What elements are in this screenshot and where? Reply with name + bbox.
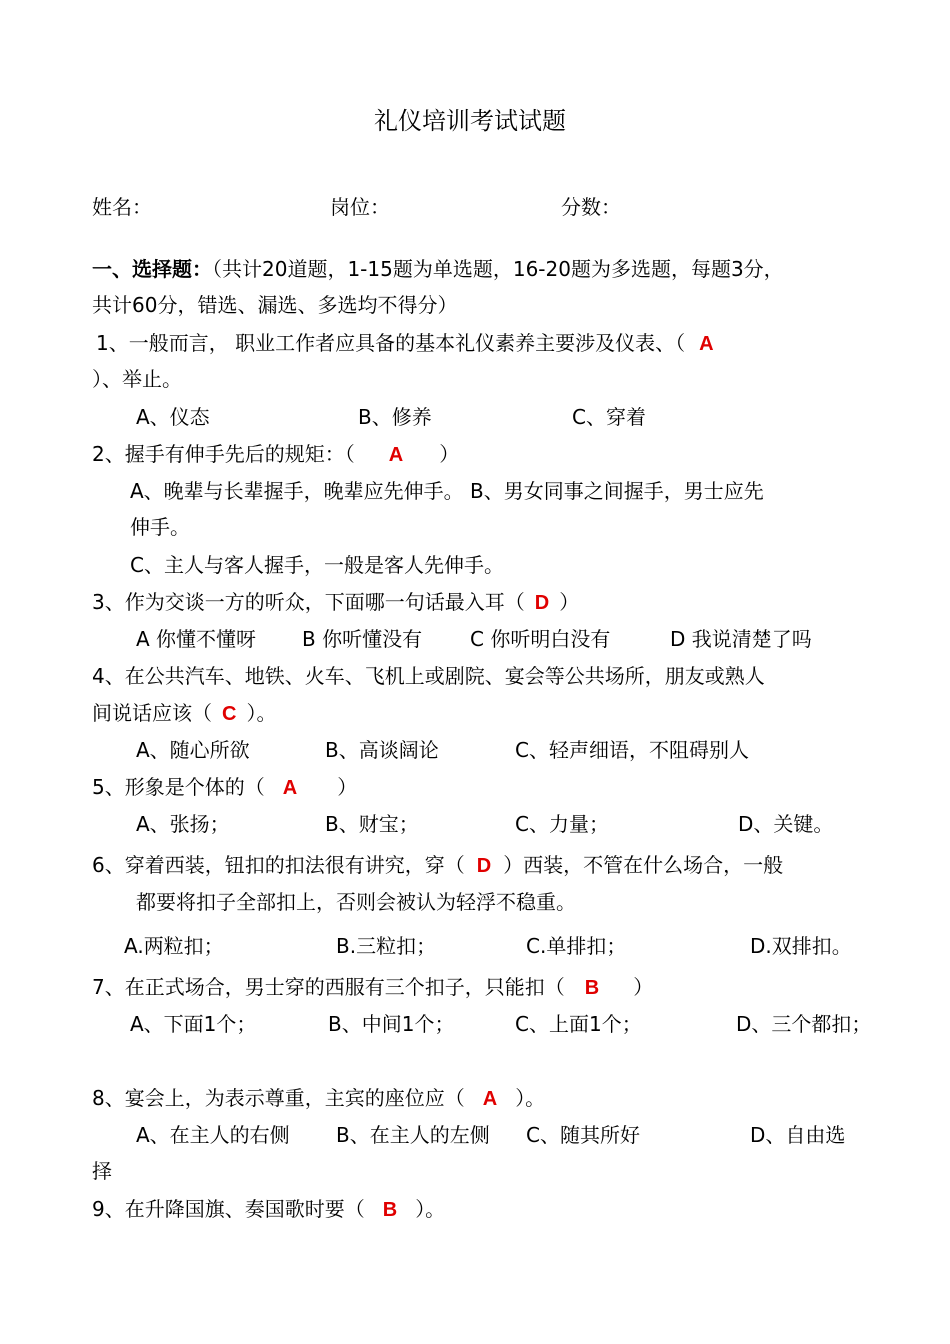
option-b: B、修养	[358, 405, 432, 429]
question-3	[92, 589, 579, 616]
question-6-cont: 都要将扣子全部扣上，否则会被认为轻浮不稳重。	[136, 890, 576, 914]
option-c: C、穿着	[572, 405, 646, 429]
section-desc-line2: 共计60分，错选、漏选、多选均不得分）	[92, 293, 458, 317]
option-a: A、在主人的右侧	[136, 1123, 290, 1147]
answer-mark: B	[584, 977, 600, 999]
name-label: 姓名：	[92, 195, 152, 219]
option-c: C、轻声细语，不阻碍别人	[515, 738, 749, 762]
option-c: C、主人与客人握手，一般是客人先伸手。	[130, 553, 504, 577]
option-c: C、随其所好	[526, 1123, 640, 1147]
question-text: 7、在正式场合，男士穿的西服有三个扣子，只能扣（	[92, 975, 565, 999]
question-7	[92, 974, 653, 1001]
question-text: 2、握手有伸手先后的规矩：（	[92, 442, 355, 466]
question-5	[92, 774, 357, 801]
question-text-end: ）	[633, 975, 654, 999]
option-c: C、力量；	[515, 812, 609, 836]
question-8	[92, 1085, 545, 1112]
option-a: A.两粒扣；	[124, 934, 224, 958]
question-text: 1、一般而言， 职业工作者应具备的基本礼仪素养主要涉及仪表、（	[96, 331, 686, 355]
option-b: B、在主人的左侧	[336, 1123, 490, 1147]
question-text: 3、作为交谈一方的听众，下面哪一句话最入耳（	[92, 590, 525, 614]
question-text-end: ）。	[415, 1197, 446, 1221]
option-b: B、中间1个；	[328, 1012, 455, 1036]
question-6	[92, 852, 783, 879]
score-label: 分数：	[561, 195, 621, 219]
option-b-wrap: 伸手。	[130, 515, 190, 539]
question-4-cont	[92, 700, 276, 727]
question-text-end: ）	[559, 590, 580, 614]
option-a: A、仪态	[136, 405, 210, 429]
position-label: 岗位：	[330, 195, 390, 219]
answer-mark: D	[476, 855, 492, 877]
question-text: 5、形象是个体的（	[92, 775, 265, 799]
option-b: B.三粒扣；	[336, 934, 437, 958]
question-text-end: ）	[337, 775, 358, 799]
answer-mark: A	[482, 1088, 498, 1110]
section-heading: 一、选择题：	[92, 257, 212, 281]
option-a: A 你懂不懂呀	[136, 627, 257, 651]
question-text: 间说话应该（	[92, 701, 212, 725]
answer-mark: B	[382, 1199, 398, 1221]
option-d: D.双排扣。	[750, 934, 852, 958]
option-c: C.单排扣；	[526, 934, 627, 958]
option-a: A、张扬；	[136, 812, 230, 836]
answer-mark: A	[699, 333, 714, 355]
question-text: 9、在升降国旗、奏国歌时要（	[92, 1197, 365, 1221]
answer-mark: A	[388, 444, 404, 466]
option-b: B 你听懂没有	[302, 627, 423, 651]
option-d: D、三个都扣；	[736, 1012, 872, 1036]
answer-mark: A	[282, 777, 298, 799]
question-1	[96, 330, 714, 357]
question-1-cont: ）、举止。	[92, 367, 182, 391]
option-d: D 我说清楚了吗	[670, 627, 812, 651]
question-text: 6、穿着西装，钮扣的扣法很有讲究，穿（	[92, 853, 465, 877]
page-title: 礼仪培训考试试题	[374, 107, 566, 135]
option-b: B、高谈阔论	[325, 738, 439, 762]
option-a: A、下面1个；	[130, 1012, 257, 1036]
option-a-b: A、晚辈与长辈握手，晚辈应先伸手。 B、男女同事之间握手，男士应先	[130, 479, 764, 503]
question-text-end: ）	[439, 442, 460, 466]
question-text-end: ）西装，不管在什么场合，一般	[503, 853, 784, 877]
option-b: B、财宝；	[325, 812, 419, 836]
question-text: 8、宴会上，为表示尊重，主宾的座位应（	[92, 1086, 465, 1110]
option-d-wrap: 择	[92, 1159, 112, 1183]
question-9	[92, 1196, 445, 1223]
section-desc: （共计20道题，1-15题为单选题，16-20题为多选题，每题3分，	[212, 257, 784, 281]
option-d: D、关键。	[738, 812, 834, 836]
option-d: D、自由选	[750, 1123, 846, 1147]
option-a: A、随心所欲	[136, 738, 250, 762]
answer-mark: D	[534, 592, 550, 614]
question-text-end: ）。	[515, 1086, 546, 1110]
question-4: 4、在公共汽车、地铁、火车、飞机上或剧院、宴会等公共场所，朋友或熟人	[92, 664, 765, 688]
option-c: C、上面1个；	[515, 1012, 642, 1036]
option-c: C 你听明白没有	[470, 627, 611, 651]
section-intro	[92, 256, 784, 282]
answer-mark: C	[222, 703, 237, 725]
question-2	[92, 441, 459, 468]
question-text-end: ）。	[246, 701, 277, 725]
